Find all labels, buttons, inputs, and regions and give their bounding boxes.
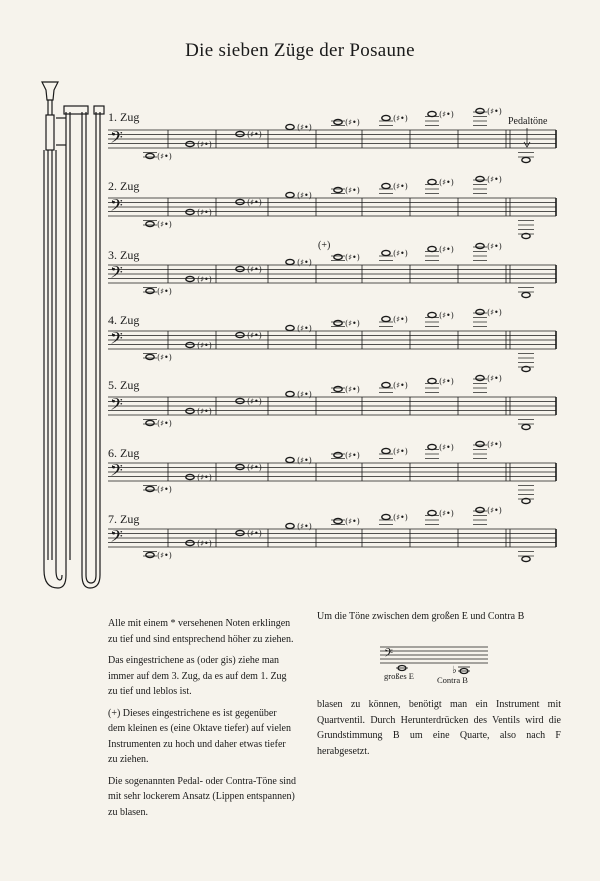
svg-text:(♯•): (♯•) xyxy=(297,390,312,399)
svg-text:(♯•): (♯•) xyxy=(487,506,502,515)
svg-text:(♯•): (♯•) xyxy=(197,275,212,284)
bass-clef-icon: 𝄢 xyxy=(110,394,123,418)
svg-text:(♯•): (♯•) xyxy=(247,265,262,274)
svg-text:(♯•): (♯•) xyxy=(247,198,262,207)
svg-text:(♯•): (♯•) xyxy=(345,517,360,526)
svg-text:(♯•): (♯•) xyxy=(247,463,262,472)
svg-text:(♯•): (♯•) xyxy=(439,110,454,119)
label-contra-b: Contra B xyxy=(437,675,468,685)
svg-text:(♯•): (♯•) xyxy=(345,385,360,394)
svg-text:(♯•): (♯•) xyxy=(197,539,212,548)
bass-clef-icon: 𝄢 xyxy=(110,460,123,484)
zug-label-7: 7. Zug xyxy=(108,512,140,526)
svg-text:(♯•): (♯•) xyxy=(197,341,212,350)
label-grosses-e: großes E xyxy=(384,671,414,681)
svg-text:(♯•): (♯•) xyxy=(157,152,172,161)
zug-label-5: 5. Zug xyxy=(108,378,140,392)
bass-clef-icon: 𝄢 xyxy=(110,127,123,151)
svg-text:(♯•): (♯•) xyxy=(247,130,262,139)
svg-text:(♯•): (♯•) xyxy=(197,473,212,482)
svg-text:(♯•): (♯•) xyxy=(487,374,502,383)
svg-text:(♯•): (♯•) xyxy=(345,319,360,328)
svg-text:(♯•): (♯•) xyxy=(393,447,408,456)
svg-text:(♯•): (♯•) xyxy=(345,186,360,195)
svg-text:(♯•): (♯•) xyxy=(297,456,312,465)
quartventil-text: blasen zu können, benötigt man ein Instrument mit Quartventil. Durch Herunterdrücken des Ventils wird die Grundstimmung B um eine Quarte, also nach F herabgesetzt. xyxy=(317,699,561,757)
svg-text:(♯•): (♯•) xyxy=(157,419,172,428)
pedal-label: Pedaltöne xyxy=(508,116,548,127)
svg-text:(♯•): (♯•) xyxy=(297,258,312,267)
svg-text:(♯•): (♯•) xyxy=(439,509,454,518)
svg-text:(♯•): (♯•) xyxy=(297,123,312,132)
svg-text:(♯•): (♯•) xyxy=(487,175,502,184)
svg-text:(♯•): (♯•) xyxy=(393,182,408,191)
svg-text:(♯•): (♯•) xyxy=(393,315,408,324)
svg-text:(♯•): (♯•) xyxy=(345,253,360,262)
note-plus: (+) Dieses eingestrichene es ist gegenüber dem kleinen es (eine Oktave tiefer) auf vielen Instrumenten zu hoch und daher etwas tiefer zu ziehen. xyxy=(108,707,291,765)
svg-text:(♯•): (♯•) xyxy=(487,440,502,449)
svg-text:(♯•): (♯•) xyxy=(197,407,212,416)
svg-text:(♯•): (♯•) xyxy=(247,331,262,340)
svg-text:♭: ♭ xyxy=(452,665,457,676)
note-pedal: Die sogenannten Pedal- oder Contra-Töne sind mit sehr lockerem Ansatz (Lippen entspannen) zu blasen. xyxy=(108,775,297,818)
svg-text:(♯•): (♯•) xyxy=(439,311,454,320)
svg-text:(♯•): (♯•) xyxy=(487,308,502,317)
svg-text:(♯•): (♯•) xyxy=(157,551,172,560)
quartventil-intro: Um die Töne zwischen dem großen E und Contra B xyxy=(317,611,525,622)
svg-text:(♯•): (♯•) xyxy=(487,242,502,251)
svg-text:𝄢: 𝄢 xyxy=(384,647,394,663)
zug-label-4: 4. Zug xyxy=(108,313,140,327)
plus-mark: (+) xyxy=(318,240,331,251)
svg-text:(♯•): (♯•) xyxy=(157,485,172,494)
bass-clef-icon: 𝄢 xyxy=(110,262,123,286)
svg-text:(♯•): (♯•) xyxy=(393,114,408,123)
svg-text:(♯•): (♯•) xyxy=(247,397,262,406)
bass-clef-icon: 𝄢 xyxy=(110,195,123,219)
svg-text:(♯•): (♯•) xyxy=(393,249,408,258)
zug-label-3: 3. Zug xyxy=(108,248,140,262)
bass-clef-icon: 𝄢 xyxy=(110,526,123,550)
zug-label-6: 6. Zug xyxy=(108,446,140,460)
svg-text:(♯•): (♯•) xyxy=(157,353,172,362)
svg-text:(♯•): (♯•) xyxy=(393,513,408,522)
svg-text:(♯•): (♯•) xyxy=(393,381,408,390)
svg-text:(♯•): (♯•) xyxy=(439,178,454,187)
bass-clef-icon: 𝄢 xyxy=(110,328,123,352)
svg-text:(♯•): (♯•) xyxy=(297,522,312,531)
svg-text:(♯•): (♯•) xyxy=(157,220,172,229)
svg-text:(♯•): (♯•) xyxy=(247,529,262,538)
page-title: Die sieben Züge der Posaune xyxy=(185,40,415,61)
svg-text:(♯•): (♯•) xyxy=(439,377,454,386)
note-as-gis: Das eingestrichene as (oder gis) ziehe man immer auf dem 3. Zug, da es auf dem 1. Zug zu tief und leblos ist. xyxy=(108,655,287,697)
svg-text:(♯•): (♯•) xyxy=(157,287,172,296)
svg-text:(♯•): (♯•) xyxy=(197,140,212,149)
svg-text:(♯•): (♯•) xyxy=(297,324,312,333)
svg-text:(♯•): (♯•) xyxy=(345,118,360,127)
note-asterisk: Alle mit einem * versehenen Noten erklingen zu tief und sind entsprechend höher zu ziehen. xyxy=(108,618,294,645)
svg-text:(♯•): (♯•) xyxy=(439,443,454,452)
svg-text:(♯•): (♯•) xyxy=(197,208,212,217)
zug-label-2: 2. Zug xyxy=(108,179,140,193)
svg-text:(♯•): (♯•) xyxy=(345,451,360,460)
zug-label-1: 1. Zug xyxy=(108,110,140,124)
svg-text:(♯•): (♯•) xyxy=(487,107,502,116)
svg-text:(♯•): (♯•) xyxy=(439,245,454,254)
svg-text:(♯•): (♯•) xyxy=(297,191,312,200)
